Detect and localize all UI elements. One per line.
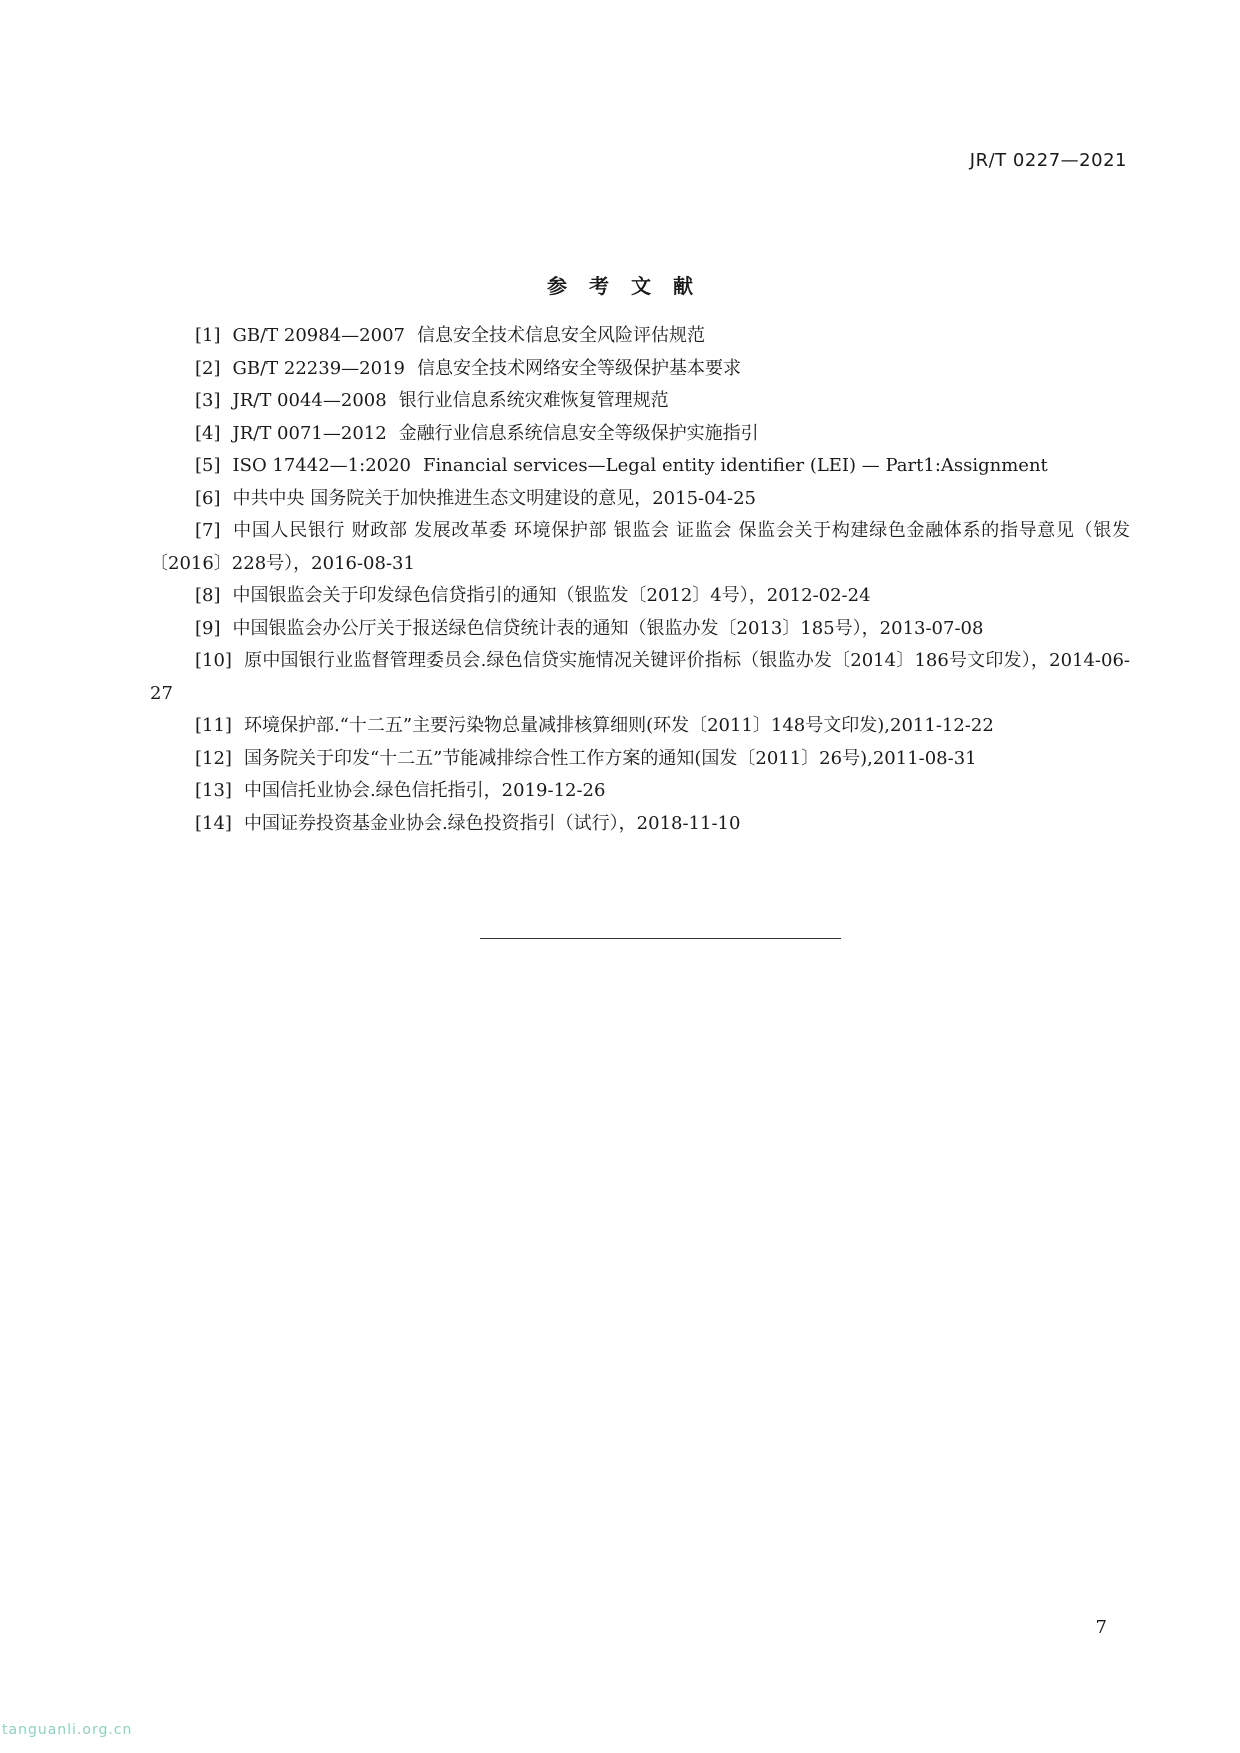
watermark: tanguanli.org.cn: [2, 1722, 133, 1738]
reference-text: 原中国银行业监督管理委员会.绿色信贷实施情况关键评价指标（银监办发〔2014〕186号文印发），2014-06-27: [150, 650, 1130, 704]
reference-item: [150, 808, 1130, 841]
reference-text: 信息安全技术信息安全风险评估规范: [416, 325, 705, 346]
reference-standard-code: JR/T 0071—2012: [232, 422, 387, 444]
reference-text: Financial services—Legal entity identifier (LEI) — Part1:Assignment: [423, 455, 1048, 476]
reference-text: 中国银监会关于印发绿色信贷指引的通知（银监发〔2012〕4号），2012-02-24: [232, 585, 871, 606]
reference-number: [8]: [195, 585, 221, 606]
reference-number: [4]: [195, 422, 221, 444]
reference-number: [12]: [195, 747, 232, 769]
reference-number: [2]: [195, 357, 221, 379]
reference-number: [5]: [195, 455, 221, 476]
reference-text: 环境保护部.“十二五”主要污染物总量减排核算细则(环发〔2011〕148号文印发),2011-12-22: [243, 715, 994, 736]
reference-item: [150, 613, 1130, 646]
reference-number: [11]: [195, 715, 232, 736]
reference-text: 中共中央 国务院关于加快推进生态文明建设的意见，2015-04-25: [232, 487, 757, 509]
reference-standard-code: GB/T 20984—2007: [232, 325, 405, 346]
document-code: JR/T 0227—2021: [969, 150, 1127, 171]
reference-text: 中国信托业协会.绿色信托指引，2019-12-26: [243, 780, 606, 801]
reference-number: [7]: [195, 520, 221, 541]
reference-text: 国务院关于印发“十二五”节能减排综合性工作方案的通知(国发〔2011〕26号),2011-08-31: [243, 747, 977, 769]
reference-item: [150, 353, 1130, 386]
reference-text: 金融行业信息系统信息安全等级保护实施指引: [398, 422, 759, 444]
reference-text: 中国证券投资基金业协会.绿色投资指引（试行），2018-11-10: [243, 812, 741, 834]
reference-item: [150, 580, 1130, 613]
reference-item: [150, 450, 1130, 483]
reference-item: [150, 515, 1130, 580]
reference-number: [6]: [195, 487, 221, 509]
reference-number: [10]: [195, 650, 232, 671]
reference-number: [1]: [195, 325, 221, 346]
reference-item: [150, 385, 1130, 418]
reference-text: 银行业信息系统灾难恢复管理规范: [398, 390, 669, 411]
reference-standard-code: GB/T 22239—2019: [232, 357, 405, 379]
page-number: 7: [1095, 1617, 1107, 1638]
reference-item: [150, 710, 1130, 743]
reference-item: [150, 483, 1130, 516]
reference-text: 中国银监会办公厅关于报送绿色信贷统计表的通知（银监办发〔2013〕185号），2013-07-08: [232, 617, 984, 639]
reference-number: [14]: [195, 812, 232, 834]
reference-standard-code: JR/T 0044—2008: [232, 390, 387, 411]
section-title: 参考文献: [547, 274, 715, 298]
reference-item: [150, 418, 1130, 451]
reference-item: [150, 775, 1130, 808]
reference-text: 信息安全技术网络安全等级保护基本要求: [416, 357, 741, 379]
reference-item: [150, 645, 1130, 710]
reference-standard-code: ISO 17442—1:2020: [232, 455, 412, 476]
reference-number: [3]: [195, 390, 221, 411]
reference-number: [9]: [195, 617, 221, 639]
reference-item: [150, 320, 1130, 353]
end-divider: [480, 938, 841, 939]
reference-number: [13]: [195, 780, 232, 801]
reference-item: [150, 743, 1130, 776]
reference-list: [150, 320, 1130, 840]
reference-text: 中国人民银行 财政部 发展改革委 环境保护部 银监会 证监会 保监会关于构建绿色金融体系的指导意见（银发〔2016〕228号），2016-08-31: [150, 520, 1130, 574]
